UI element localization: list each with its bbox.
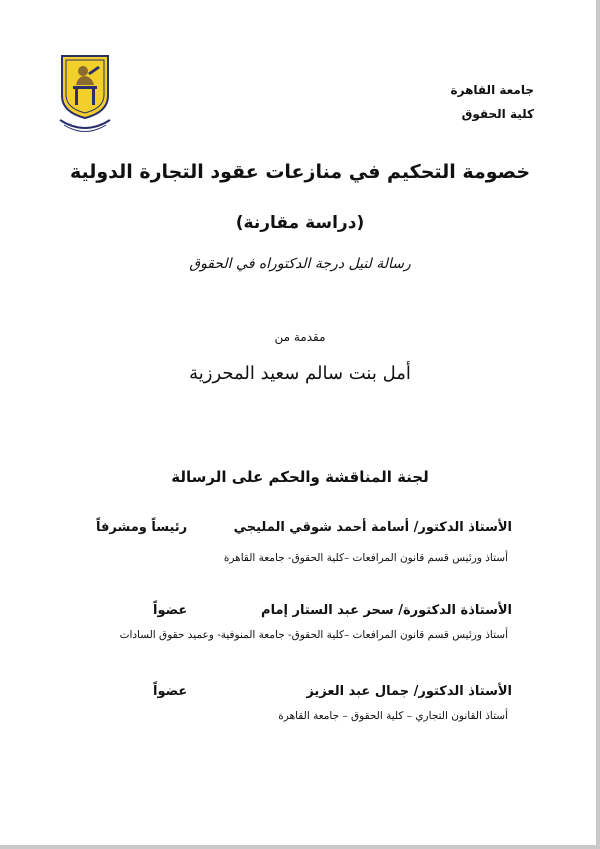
thesis-title: خصومة التحكيم في منازعات عقود التجارة الدولية [69,161,531,183]
committee-member-description: أستاذ القانون التجاري – كلية الحقوق – جامعة القاهرة [278,710,508,722]
committee-member-role: رئيساً ومشرفاً [96,520,188,535]
committee-member-role: عضواً [153,603,188,618]
presented-by-label: مقدمة من [274,330,326,344]
committee-member-name: الأستاذة الدكتورة/ سحر عبد الستار إمام [261,603,512,618]
cairo-university-logo [54,52,116,134]
committee-member-name: الأستاذ الدكتور/ أسامة أحمد شوقي المليجي [233,520,512,535]
committee-heading: لجنة المناقشة والحكم على الرسالة [171,468,429,486]
thesis-subtitle: (دراسة مقارنة) [235,213,365,233]
degree-statement: رسالة لنيل درجة الدكتوراه في الحقوق [189,256,411,272]
logo-emblem-icon [54,52,116,134]
author-name: أمل بنت سالم سعيد المحرزية [189,363,411,384]
committee-member-role: عضواً [153,684,188,699]
committee-member-name: الأستاذ الدكتور/ جمال عبد العزيز [306,684,512,699]
faculty-name: كلية الحقوق [461,107,534,121]
committee-member-description: أستاذ ورئيس قسم قانون المرافعات –كلية الحقوق- جامعة القاهرة [223,552,508,564]
university-name: جامعة القاهرة [450,83,534,97]
university-header [451,78,534,126]
committee-member-description: أستاذ ورئيس قسم قانون المرافعات –كلية الحقوق- جامعة المنوفية- وعميد حقوق السادات [119,629,508,641]
